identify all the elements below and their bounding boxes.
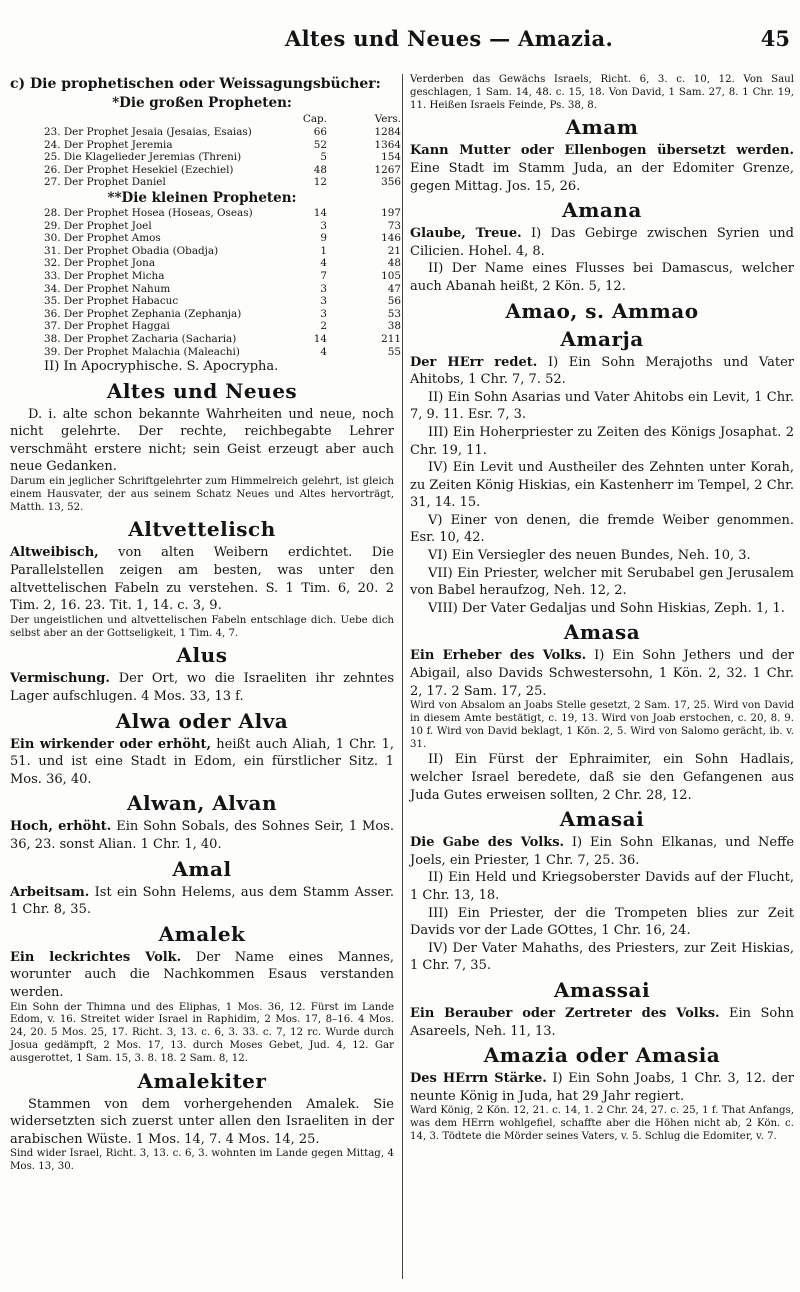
entry-keyword: Ein wirkender oder erhöht,	[10, 736, 212, 752]
col-cap-header: Cap.	[302, 113, 327, 125]
entry-text-amarja-7: VII) Ein Priester, welcher mit Serubabel gen Jerusalem von Babel heraufzog, Neh. 12, 2.	[410, 565, 794, 599]
table-row: 32. Der Prophet Jona 4 48	[44, 257, 401, 270]
entry-text-amasai-2: II) Ein Held und Kriegsoberster Davids auf der Flucht, 1 Chr. 13, 18.	[410, 870, 794, 903]
table-row: 26. Der Prophet Hesekiel (Ezechiel) 48 1267	[44, 163, 401, 176]
entry-text-amarja-3: III) Ein Hoherpriester zu Zeiten des Königs Josaphat. 2 Chr. 19, 11.	[410, 424, 794, 458]
entry-keyword: Hoch, erhöht.	[10, 819, 112, 835]
entry-citation-amalekiter-cont: Verderben das Gewächs Israels, Richt. 6, 3. c. 10, 12. Von Saul geschlagen, 1 Sam. 14, 48. c. 15, 18. Von David, 1 Sam. 27, 8. 1 Chr. 19, 11. Heißen Israels Feinde, Ps. 38, 8.	[410, 74, 794, 111]
apocrypha-note: II) In Apocryphische. S. Apocrypha.	[44, 359, 279, 375]
entry-heading-alwan: Alwan, Alvan	[127, 791, 277, 816]
running-head	[0, 26, 800, 56]
table-header-row	[44, 112, 419, 126]
table-row: 34. Der Prophet Nahum 3 47	[44, 282, 401, 295]
minor-prophets-title: **Die kleinen Propheten:	[107, 189, 297, 206]
entry-text-altes: D. i. alte schon bekannte Wahrheiten und neue, noch nicht gelehrte. Der rechte, reichbegabte Lehrer verschmäht erstere nicht; sein Geist erzeugt aber auch neue Gedanken.	[10, 406, 394, 475]
entry-text-amalekiter: Stammen von dem vorhergehenden Amalek. Sie widersetzten sich zuerst unter allen den Israeliten in der arabischen Wüste. 1 Mos. 14, 7. 4 Mos. 14, 25.	[10, 1096, 394, 1147]
entry-text-alwa: Ein wirkender oder erhöht, heißt auch Aliah, 1 Chr. 1, 51. und ist eine Stadt in Edom, ein fürstlicher Sitz. 1 Mos. 36, 40.	[10, 736, 394, 787]
major-prophets-title: *Die großen Propheten:	[112, 95, 292, 111]
entry-text-amarja-1: Der HErr redet. I) Ein Sohn Merajoths und Vater Ahitobs, 1 Chr. 7, 7. 52.	[410, 354, 794, 388]
entry-text-amarja-5: V) Einer von denen, die fremde Weiber genommen. Esr. 10, 42.	[410, 512, 794, 546]
entry-text-amasa-2: II) Ein Fürst der Ephraimiter, ein Sohn Hadlais, welcher Israel beredete, daß sie den Gefangenen aus Juda Gutes erweisen sollten, 2 Chr. 28, 12.	[410, 752, 794, 803]
entry-text-amasai-4: IV) Der Vater Mahaths, des Priesters, zur Zeit Hiskias, 1 Chr. 7, 35.	[410, 940, 794, 974]
running-title: Altes und Neues — Amazia.	[285, 26, 614, 51]
entry-text-amasa-1: Ein Erheber des Volks. I) Ein Sohn Jethers und der Abigail, also Davids Schwestersohn, 1 Kön. 2, 32. 1 Chr. 2, 17. 2 Sam. 17, 25.	[410, 648, 794, 699]
entry-text-amal: Arbeitsam. Ist ein Sohn Helems, aus dem Stamm Asser. 1 Chr. 8, 35.	[10, 884, 394, 918]
major-prophets-table	[44, 112, 419, 189]
entry-text-amana-2: II) Der Name eines Flusses bei Damascus, welcher auch Abanah heißt, 2 Kön. 5, 12.	[410, 261, 794, 294]
entry-heading-amalekiter: Amalekiter	[137, 1068, 267, 1093]
col-vers-header: Vers.	[374, 113, 401, 125]
entry-keyword: Ein Erheber des Volks.	[410, 648, 587, 664]
table-row: 27. Der Prophet Daniel 12 356	[44, 176, 401, 189]
entry-text-alwan: Hoch, erhöht. Ein Sohn Sobals, des Sohnes Seir, 1 Mos. 36, 23. sonst Alian. 1 Chr. 1, 40.	[10, 819, 394, 852]
entry-keyword: Die Gabe des Volks.	[410, 835, 565, 851]
entry-text-alus: Vermischung. Der Ort, wo die Israeliten ihr zehntes Lager aufschlugen. 4 Mos. 33, 13 f.	[10, 671, 394, 705]
table-row: 29. Der Prophet Joel 3 73	[44, 219, 401, 232]
entry-heading-amam: Amam	[565, 115, 639, 140]
entry-keyword: Altweibisch,	[10, 545, 99, 561]
entry-keyword: Ein Berauber oder Zertreter des Volks.	[410, 1005, 720, 1021]
table-row: 37. Der Prophet Haggai 2 38	[44, 320, 401, 333]
table-row: 24. Der Prophet Jeremia 52 1364	[44, 138, 401, 151]
entry-text-amalek: Ein leckrichtes Volk. Der Name eines Mannes, worunter auch die Nachkommen Esaus verstanden werden.	[10, 949, 394, 1000]
entry-keyword: Ein leckrichtes Volk.	[10, 949, 182, 965]
table-row: 23. Der Prophet Jesaia (Jesaias, Esaias) 66 1284	[44, 126, 401, 138]
entry-text-amasai-1: Die Gabe des Volks. I) Ein Sohn Elkanas, und Neffe Joels, ein Priester, 1 Chr. 7, 25. 36.	[410, 835, 795, 868]
entry-text-altvettelisch: Altweibisch, von alten Weibern erdichtet. Die Parallelstellen zeigen am besten, was unter den altvettelischen Fabeln zu verstehen. S. 1 Tim. 6, 20. 2 Tim. 2, 16. 23. Tit. 1, 14. c. 3, 9.	[10, 545, 394, 614]
entry-keyword: Glaube, Treue.	[410, 226, 522, 242]
entry-citation-amalek: Ein Sohn der Thimna und des Eliphas, 1 Mos. 36, 12. Fürst im Lande Edom, v. 16. Streitet wider Israel in Raphidim, 2 Mos. 17, 8–16. 4 Mos. 24, 20. 5 Mos. 25, 17. Richt. 3, 13. c. 6, 3. 33. c. 7, 12 rc. Wurde durch Josua gedämpft, 2 Mos. 17, 13. durch Moses Gebet, Jud. 4, 12. Gar ausgerottet, 1 Sam. 15, 3. 8. 18. 2 Sam. 8, 12.	[10, 1001, 394, 1064]
table-row: 36. Der Prophet Zephania (Zephanja) 3 53	[44, 307, 401, 320]
entry-text-amarja-8: VIII) Der Vater Gedaljas und Sohn Hiskias, Zeph. 1, 1.	[428, 600, 785, 616]
table-row: 35. Der Prophet Habacuc 3 56	[44, 295, 401, 308]
entry-keyword: Kann Mutter oder Ellenbogen übersetzt werden.	[410, 143, 794, 159]
entry-citation-amalekiter: Sind wider Israel, Richt. 3, 13. c. 6, 3. wohnten im Lande gegen Mittag, 4 Mos. 13, 30.	[10, 1148, 394, 1173]
table-row: 39. Der Prophet Malachia (Maleachi) 4 55	[44, 345, 401, 358]
entry-heading-amana: Amana	[562, 198, 642, 223]
entry-heading-amal: Amal	[172, 856, 232, 881]
entry-text-amarja-6: VI) Ein Versiegler des neuen Bundes, Neh. 10, 3.	[428, 548, 751, 564]
entry-text-amarja-4: IV) Ein Levit und Austheiler des Zehnten unter Korah, zu Zeiten König Hiskias, ein Kastenherr im Tempel, 2 Chr. 31, 14. 15.	[410, 460, 794, 511]
entry-heading-alus: Alus	[176, 643, 228, 668]
entry-keyword: Arbeitsam.	[10, 884, 90, 900]
entry-heading-amasai: Amasai	[559, 807, 645, 832]
entry-heading-alwa: Alwa oder Alva	[115, 708, 289, 733]
entry-heading-amao: Amao, s. Ammao	[505, 298, 699, 323]
entry-text-amasai-3: III) Ein Priester, der die Trompeten blies zur Zeit Davids vor der Lade GOttes, 1 Chr. 16, 24.	[410, 905, 794, 939]
minor-prophets-table	[44, 207, 419, 358]
page-number: 45	[760, 26, 790, 51]
entry-keyword: Des HErrn Stärke.	[410, 1071, 547, 1087]
entry-heading-altes-und-neues: Altes und Neues	[106, 378, 298, 403]
prophets-title: c) Die prophetischen oder Weissagungsbücher:	[10, 76, 381, 92]
table-row: 28. Der Prophet Hosea (Hoseas, Oseas) 14 197	[44, 206, 401, 219]
entry-heading-amazia: Amazia oder Amasia	[483, 1043, 721, 1068]
table-row: 38. Der Prophet Zacharia (Sacharia) 14 211	[44, 332, 401, 345]
entry-citation-amazia: Ward König, 2 Kön. 12, 21. c. 14, 1. 2 Chr. 24, 27. c. 25, 1 f. That Anfangs, was dem HErrn wohlgefiel, schaffte aber die Höhen nicht ab, 2 Kön. c. 14, 3. Tödtete die Mörder seines Vaters, v. 5. Schlug die Edomiter, v. 7.	[410, 1105, 794, 1142]
entry-keyword: Vermischung.	[10, 671, 110, 687]
entry-heading-amasa: Amasa	[563, 620, 641, 645]
table-row: 31. Der Prophet Obadia (Obadja) 1 21	[44, 244, 401, 257]
left-column	[10, 74, 401, 1174]
entry-citation-altes: Darum ein jeglicher Schriftgelehrter zum Himmelreich gelehrt, ist gleich einem Hausvater, der aus seinem Schatz Neues und Altes hervorträgt, Matth. 13, 52.	[10, 476, 394, 513]
entry-citation-amasa: Wird von Absalom an Joabs Stelle gesetzt, 2 Sam. 17, 25. Wird von David in diesem Amte bestätigt, c. 19, 13. Wird von Joab erstochen, c. 20, 8. 9. 10 f. Wird von David beklagt, 1 Kön. 2, 5. Wird von Salomo gerächt, ib. v. 31.	[410, 700, 794, 750]
entry-text-amam: Kann Mutter oder Ellenbogen übersetzt werden. Eine Stadt im Stamm Juda, an der Edomiter Grenze, gegen Mittag. Jos. 15, 26.	[410, 143, 794, 194]
entry-heading-amassai: Amassai	[553, 977, 651, 1002]
entry-text-amassai: Ein Berauber oder Zertreter des Volks. Ein Sohn Asareels, Neh. 11, 13.	[410, 1005, 794, 1039]
entry-heading-amalek: Amalek	[158, 921, 246, 946]
entry-citation-altvettelisch: Der ungeistlichen und altvettelischen Fabeln entschlage dich. Uebe dich selbst aber an der Gottseligkeit, 1 Tim. 4, 7.	[10, 614, 394, 639]
right-column	[410, 74, 794, 1144]
entry-heading-altvettelisch: Altvettelisch	[128, 517, 276, 542]
table-row: 30. Der Prophet Amos 9 146	[44, 232, 401, 245]
table-row: 25. Die Klagelieder Jeremias (Threni) 5 154	[44, 151, 401, 164]
entry-text-amazia: Des HErrn Stärke. I) Ein Sohn Joabs, 1 Chr. 3, 12. der neunte König in Juda, hat 29 Jahr regiert.	[410, 1071, 794, 1104]
entry-heading-amarja: Amarja	[560, 326, 644, 351]
entry-text-amarja-2: II) Ein Sohn Asarias und Vater Ahitobs ein Levit, 1 Chr. 7, 9. 11. Esr. 7, 3.	[410, 389, 794, 423]
entry-keyword: Der HErr redet.	[410, 354, 538, 370]
table-row: 33. Der Prophet Micha 7 105	[44, 269, 401, 282]
entry-text-amana-1: Glaube, Treue. I) Das Gebirge zwischen Syrien und Cilicien. Hohel. 4, 8.	[410, 226, 794, 259]
